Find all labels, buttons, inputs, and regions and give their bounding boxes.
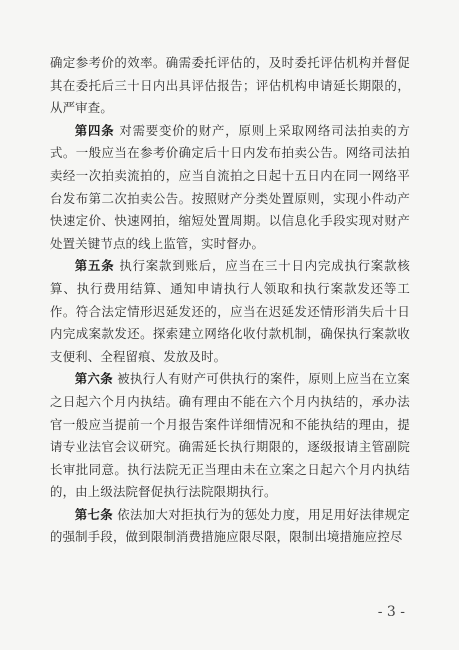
- article-5-text: 执行案款到账后，应当在三十日内完成执行案款核算、执行费用结算、通知申请执行人领取和执行案款发还等工作。符合法定情形迟延发还的，应当在迟延发还情形消失后十日内完成案款发还。探索建立网络化收付款机制，确保执行案款收支便利、全程留痕、发放及时。: [50, 258, 410, 364]
- article-7-heading: 第七条: [74, 506, 113, 522]
- article-4-heading: 第四条: [74, 122, 115, 138]
- article-6-heading: 第六条: [74, 371, 113, 387]
- paragraph-continuation: [50, 52, 410, 120]
- article-4: [50, 120, 410, 256]
- article-6-text: 被执行人有财产可供执行的案件，原则上应当在立案之日起六个月内执结。确有理由不能在六个月内执结的，承办法官一般应当提前一个月报告案件详细情况和不能执结的理由，提请专业法官会议研究。确需延长执行期限的，逐级报请主管副院长审批同意。执行法院无正当理由未在立案之日起六个月内执结的，由上级法院督促执行法院限期执行。: [50, 371, 410, 500]
- article-5: [50, 255, 410, 368]
- article-7-text: 依法加大对拒执行为的惩处力度，用足用好法律规定的强制手段，做到限制消费措施应限尽限，限制出境措施应控尽: [50, 506, 410, 545]
- article-7: [50, 504, 410, 549]
- page-number: - 3 -: [377, 604, 405, 620]
- article-6: [50, 368, 410, 504]
- paragraph-text: 确定参考价的效率。确需委托评估的，及时委托评估机构并督促其在委托后三十日内出具评估报告；评估机构申请延长期限的，从严审查。: [50, 55, 410, 116]
- article-5-heading: 第五条: [74, 258, 115, 274]
- document-body: [50, 52, 410, 549]
- article-4-text: 对需要变价的财产，原则上采取网络司法拍卖的方式。一般应当在参考价确定后十日内发布拍卖公告。网络司法拍卖经一次拍卖流拍的，应当自流拍之日起十五日内在同一网络平台发布第二次拍卖公告。按照财产分类处置原则，实现小件动产快速定价、快速网拍，缩短处置周期。以信息化手段实现对财产处置关键节点的线上监管，实时督办。: [50, 122, 410, 251]
